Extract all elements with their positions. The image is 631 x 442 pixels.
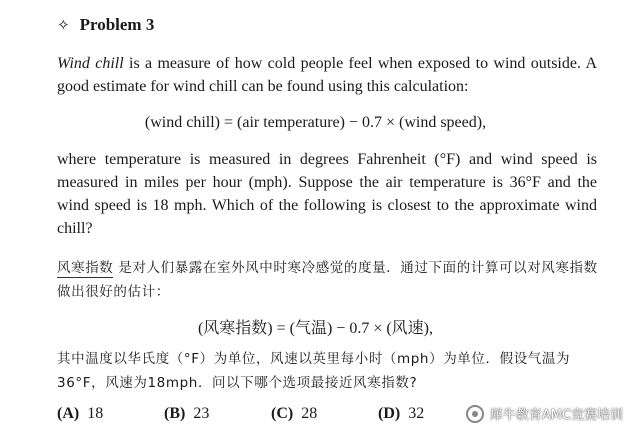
diamond-icon: ✧ xyxy=(57,17,70,34)
choice-letter: (B) xyxy=(164,405,186,422)
english-intro-text: is a measure of how cold people feel when exposed to wind outside. A good estimate for wind chill can be found using this calculation: xyxy=(57,55,597,95)
chinese-term: 风寒指数 xyxy=(57,260,114,276)
watermark-text: 犀牛教育AMC竞赛培训 xyxy=(489,408,623,423)
choice-a[interactable] xyxy=(57,405,164,429)
choice-letter: (A) xyxy=(57,405,80,422)
chinese-intro-text: 是对人们暴露在室外风中时寒冷感觉的度量．通过下面的计算可以对风寒指数做出很好的估计： xyxy=(57,260,598,300)
choice-value: 18 xyxy=(87,405,104,422)
chinese-body: 其中温度以华氏度（°F）为单位，风速以英里每小时（mph）为单位．假设气温为36°F，风速为18mph．问以下哪个选项最接近风寒指数? xyxy=(57,351,571,391)
english-body: where temperature is measured in degrees Fahrenheit (°F) and wind speed is measured in miles per hour (mph). Suppose the air temperature is 36°F and the wind speed is 18 mph. Which of the following is closest to the approximate wind chill? xyxy=(57,151,597,237)
chinese-intro xyxy=(57,256,602,304)
english-formula: (wind chill) = (air temperature) − 0.7 × (wind speed), xyxy=(144,114,487,131)
english-intro xyxy=(57,52,597,98)
choice-letter: (D) xyxy=(378,405,401,422)
choice-letter: (C) xyxy=(271,405,294,422)
wechat-logo-icon xyxy=(466,405,484,423)
problem-header xyxy=(57,15,154,35)
choice-value: 32 xyxy=(408,405,425,422)
watermark xyxy=(466,404,623,423)
english-term: Wind chill xyxy=(57,55,124,72)
choice-b[interactable] xyxy=(164,405,271,429)
choice-value: 28 xyxy=(301,405,318,422)
choice-c[interactable] xyxy=(271,405,378,429)
choice-value: 23 xyxy=(193,405,210,422)
problem-title: Problem 3 xyxy=(79,15,155,34)
chinese-formula: (风寒指数) = (气温) − 0.7 × (风速), xyxy=(197,320,434,337)
